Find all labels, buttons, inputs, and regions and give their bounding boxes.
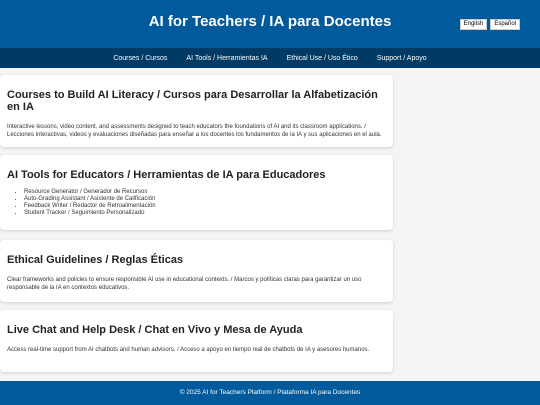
ethics-section <box>0 240 393 302</box>
site-footer <box>0 381 540 405</box>
courses-heading: Courses to Build AI Literacy / Cursos para Desarrollar la Alfabetización en IA <box>7 89 378 113</box>
support-heading: Live Chat and Help Desk / Chat en Vivo y Mesa de Ayuda <box>7 324 303 336</box>
language-switcher <box>460 19 520 30</box>
nav-link-ai-tools[interactable]: AI Tools / Herramientas IA <box>186 54 268 62</box>
main-nav <box>0 48 540 68</box>
ai-tools-heading: AI Tools for Educators / Herramientas de IA para Educadores <box>7 169 326 181</box>
site-header <box>0 0 540 48</box>
ai-tools-section <box>0 155 393 230</box>
site-title: AI for Teachers / IA para Docentes <box>148 13 392 30</box>
list-item: • Student Tracker / Seguimiento Personalizado <box>24 210 386 217</box>
courses-section <box>0 75 393 147</box>
ethics-description: Clear frameworks and policies to ensure responsible AI use in educational contexts. / Marcos y políticas claras para garantizar un uso responsable de la IA en contextos educativos. <box>7 277 362 291</box>
nav-link-ethical-use[interactable]: Ethical Use / Uso Ético <box>286 54 358 62</box>
courses-description: Interactive lessons, video content, and assessments designed to teach educators the foundations of AI and its classroom applications. / Lecciones interactivas, videos y evaluaciones diseñadas para enseñar a los docentes los fundamentos de la IA y sus aplicaciones en el aula. <box>7 124 382 138</box>
list-item: • Auto-Grading Assistant / Asistente de Calificación <box>24 196 386 203</box>
spanish-button[interactable]: Español <box>490 19 520 30</box>
support-description: Access real-time support from AI chatbots and human advisors. / Acceso a apoyo en tiempo real de chatbots de IA y asesores humanos. <box>7 347 370 353</box>
footer-text: © 2025 AI for Teachers Platform / Plataforma IA para Docentes <box>179 389 361 396</box>
list-item: • Feedback Writer / Redactor de Retroalimentación <box>24 203 386 210</box>
english-button[interactable]: English <box>460 19 488 30</box>
nav-link-courses[interactable]: Courses / Cursos <box>113 54 168 62</box>
support-section <box>0 310 393 372</box>
ai-tools-list <box>7 189 386 217</box>
list-item: • Resource Generator / Generador de Recursos <box>24 189 386 196</box>
ethics-heading: Ethical Guidelines / Reglas Éticas <box>7 254 184 266</box>
nav-link-support[interactable]: Support / Apoyo <box>376 54 427 62</box>
